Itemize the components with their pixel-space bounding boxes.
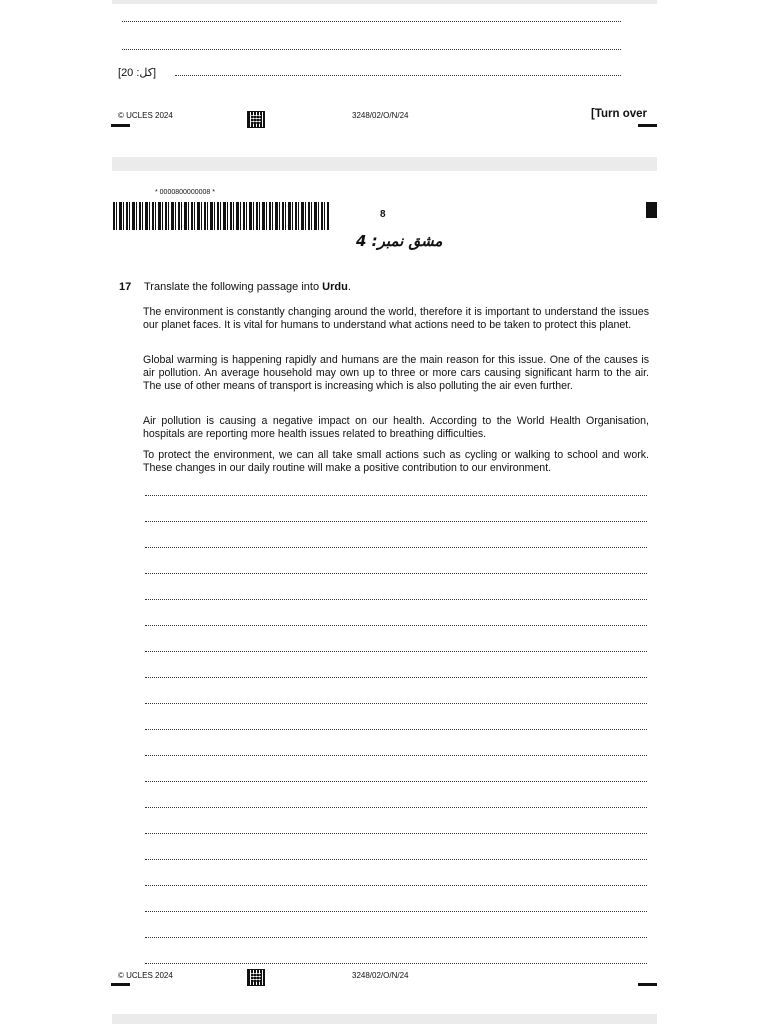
answer-line[interactable]: [175, 75, 621, 76]
barcode-number: * 0000800000008 *: [155, 189, 215, 196]
page-separator-bottom: [112, 1014, 657, 1024]
qr-code-icon: [248, 112, 264, 127]
page-number: 8: [380, 209, 386, 220]
total-marks: [کل: 20]: [118, 67, 157, 79]
copyright-text: © UCLES 2024: [118, 111, 173, 120]
turn-over-text: [Turn over: [591, 108, 648, 120]
copyright-text: © UCLES 2024: [118, 971, 173, 980]
answer-line[interactable]: [145, 885, 647, 886]
corner-mark: [638, 983, 657, 986]
page-separator: [112, 157, 657, 171]
question-prompt: [144, 281, 351, 293]
answer-line[interactable]: [145, 963, 647, 964]
passage-paragraph: Air pollution is causing a negative impact on our health. According to the World Health Organisation, hospitals are reporting more health issues related to breathing difficulties.: [143, 415, 649, 440]
corner-mark: [638, 124, 657, 127]
passage-paragraph: The environment is constantly changing around the world, therefore it is important to understand the issues our planet faces. It is vital for humans to understand what actions need to be taken to protect this planet.: [143, 306, 649, 331]
corner-mark: [111, 983, 130, 986]
corner-block: [646, 202, 657, 218]
passage-paragraph: To protect the environment, we can all take small actions such as cycling or walking to school and work. These changes in our daily routine will make a positive contribution to our environment.: [143, 449, 649, 474]
answer-line[interactable]: [145, 937, 647, 938]
paper-code: 3248/02/O/N/24: [352, 971, 409, 980]
question-prompt-end: .: [347, 281, 351, 293]
answer-line[interactable]: [145, 651, 647, 652]
answer-line[interactable]: [145, 755, 647, 756]
answer-line[interactable]: [145, 677, 647, 678]
answer-line[interactable]: [122, 21, 621, 22]
question-number: 17: [119, 281, 132, 293]
answer-line[interactable]: [145, 911, 647, 912]
question-prompt-text: Translate the following passage into: [144, 281, 323, 293]
answer-line[interactable]: [145, 729, 647, 730]
answer-line[interactable]: [145, 859, 647, 860]
answer-line[interactable]: [145, 625, 647, 626]
corner-mark: [111, 124, 130, 127]
answer-line[interactable]: [145, 547, 647, 548]
page-separator-top: [112, 0, 657, 4]
answer-line[interactable]: [145, 807, 647, 808]
answer-line[interactable]: [145, 573, 647, 574]
answer-line[interactable]: [122, 49, 621, 50]
answer-line[interactable]: [145, 781, 647, 782]
passage-paragraph: Global warming is happening rapidly and humans are the main reason for this issue. One of the causes is air pollution. An average household may own up to three or more cars causing significant harm to the air. The use of other means of transport is increasing which is also polluting the air even further.: [143, 354, 649, 392]
barcode-icon: [113, 202, 329, 230]
answer-line[interactable]: [145, 521, 647, 522]
exercise-heading: مشق نمبر: 4: [356, 232, 443, 250]
qr-code-icon: [248, 970, 264, 985]
question-language: Urdu: [322, 281, 348, 293]
answer-line[interactable]: [145, 495, 647, 496]
paper-code: 3248/02/O/N/24: [352, 111, 409, 120]
answer-line[interactable]: [145, 833, 647, 834]
answer-line[interactable]: [145, 703, 647, 704]
answer-line[interactable]: [145, 599, 647, 600]
